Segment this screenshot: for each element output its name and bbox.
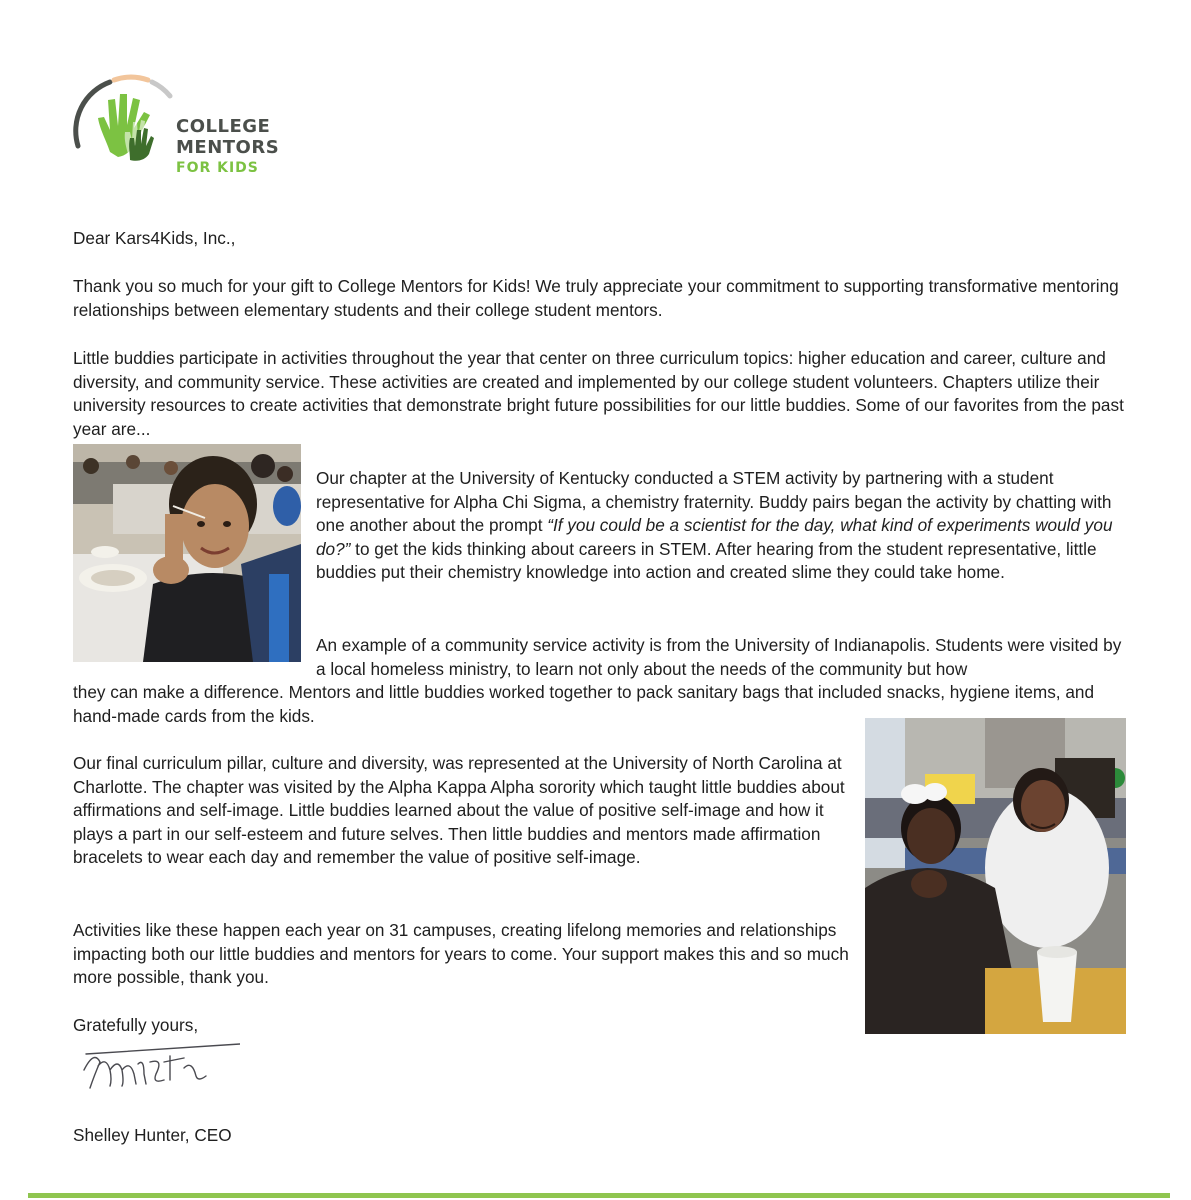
closing-salutation: Gratefully yours,	[73, 1015, 199, 1035]
logo-line-for-kids: FOR KIDS	[176, 160, 259, 176]
kentucky-text-part1: Our chapter at the University of Kentucky conducted a STEM activity by partnering with a student representative for Alpha Chi Sigma, a chemistry fraternity. Buddy pairs began the activity by chatting with one another about the prompt	[316, 468, 1112, 536]
paragraph-curriculum-topics: Little buddies participate in activities throughout the year that center on three curriculum topics: higher education and career, culture and diversity, and community service. These activities are created and implemented by our college student volunteers. Chapters utilize their university resources to create activities that demonstrate bright future possibilities for our little buddies. Some of our favorites from the past year are...	[73, 348, 1124, 439]
stem-activity-photo	[73, 444, 301, 662]
signer-name: Shelley Hunter, CEO	[73, 1125, 232, 1145]
college-mentors-logo	[70, 70, 300, 185]
affirmation-activity-photo	[865, 718, 1126, 1034]
kentucky-text-part2: to get the kids thinking about careers in STEM. After hearing from the student representative, little buddies put their chemistry knowledge into action and created slime they could take home.	[316, 538, 1097, 583]
paragraph-kentucky-stem	[316, 467, 1126, 585]
footer-rule	[28, 1193, 1170, 1198]
hands-arc-icon	[70, 70, 180, 180]
logo-line-college: COLLEGE	[176, 116, 271, 137]
paragraph-indianapolis-service: An example of a community service activity is from the University of Indianapolis. Students were visited by a local homeless ministry, to learn not only about the needs of the community but how	[316, 635, 1122, 679]
kentucky-prompt-quote: “If you could be a scientist for the day, what kind of experiments would you do?”	[316, 515, 1113, 559]
greeting: Dear Kars4Kids, Inc.,	[73, 228, 236, 248]
logo-line-mentors: MENTORS	[176, 137, 280, 158]
logo-wordmark	[176, 116, 279, 179]
paragraph-campuses-impact: Activities like these happen each year on 31 campuses, creating lifelong memories and relationships impacting both our little buddies and mentors for years to come. Your support makes this and so much more possible, thank you.	[73, 920, 849, 988]
paragraph-indianapolis-service-continued: they can make a difference. Mentors and little buddies worked together to pack sanitary bags that included snacks, hygiene items, and hand-made cards from the kids.	[73, 682, 1095, 726]
handwritten-signature	[80, 1040, 240, 1095]
paragraph-thank-you: Thank you so much for your gift to College Mentors for Kids! We truly appreciate your commitment to supporting transformative mentoring relationships between elementary students and their college student mentors.	[73, 276, 1119, 320]
paragraph-culture-diversity: Our final curriculum pillar, culture and diversity, was represented at the University of North Carolina at Charlotte. The chapter was visited by the Alpha Kappa Alpha sorority which taught little buddies about affirmations and self-image. Little buddies learned about the value of positive self-image and how it plays a part in our self-esteem and future selves. Then little buddies and mentors made affirmation bracelets to wear each day and remember the value of positive self-image.	[73, 753, 845, 868]
